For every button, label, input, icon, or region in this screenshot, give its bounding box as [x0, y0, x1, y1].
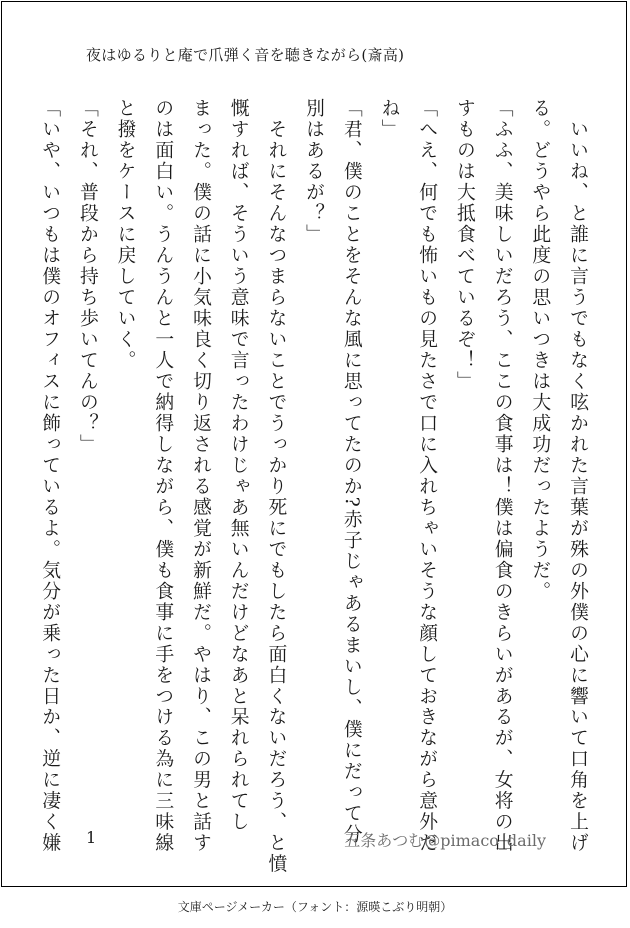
text-line: まった。僕の話に小気味良く切り返される感覚が新鮮だ。やはり、この男と話す — [189, 98, 211, 854]
text-line: 「それ、普段から持ち歩いてんの？」 — [76, 98, 98, 455]
page-number: 1 — [86, 828, 97, 847]
text-line: る。どうやら此度の思いつきは大成功だったようだ。 — [529, 98, 551, 602]
text-line: 「君、僕のことをそんな風に思ってたのか?赤子じゃあるまいし、僕にだって分 — [340, 98, 362, 845]
page-title: 夜はゆるりと庵で爪弾く音を聴きながら(斎高) — [86, 46, 405, 64]
text-line: 慨すれば、そういう意味で言ったわけじゃあ無いんだけどなあと呆れられてし — [227, 98, 249, 833]
text-line: のは面白い。うんうんと一人で納得しながら、僕も食事に手をつける為に三味線 — [152, 98, 174, 854]
text-line: 「いや、いつもは僕のオフィスに飾っているよ。気分が乗った日か、逆に凄く嫌 — [39, 98, 61, 854]
text-line: それにそんなつまらないことでうっかり死にでもしたら面白くないだろう、と憤 — [265, 98, 287, 875]
generator-caption: 文庫ページメーカー（フォント：源暎こぶり明朝） — [177, 900, 453, 914]
text-line: すものは大抵食べているぞ！」 — [453, 98, 475, 392]
text-line: ね」 — [378, 98, 400, 140]
page-frame — [1, 1, 627, 887]
text-line: と撥をケースに戻していく。 — [114, 98, 136, 371]
author-credit: 五条あつむ@pimaco_daily — [344, 831, 546, 850]
text-line: 「ふふ、美味しいだろう、ここの食事は！僕は偏食のきらいがあるが、女将の出 — [491, 98, 513, 854]
text-line: 別はあるが？」 — [303, 98, 325, 245]
text-line: いいね、と誰に言うでもなく呟かれた言葉が殊の外僕の心に響いて口角を上げ — [567, 98, 588, 854]
text-line: 「へえ、何でも怖いもの見たさで口に入れちゃいそうな顔しておきながら意外だ — [416, 98, 438, 854]
